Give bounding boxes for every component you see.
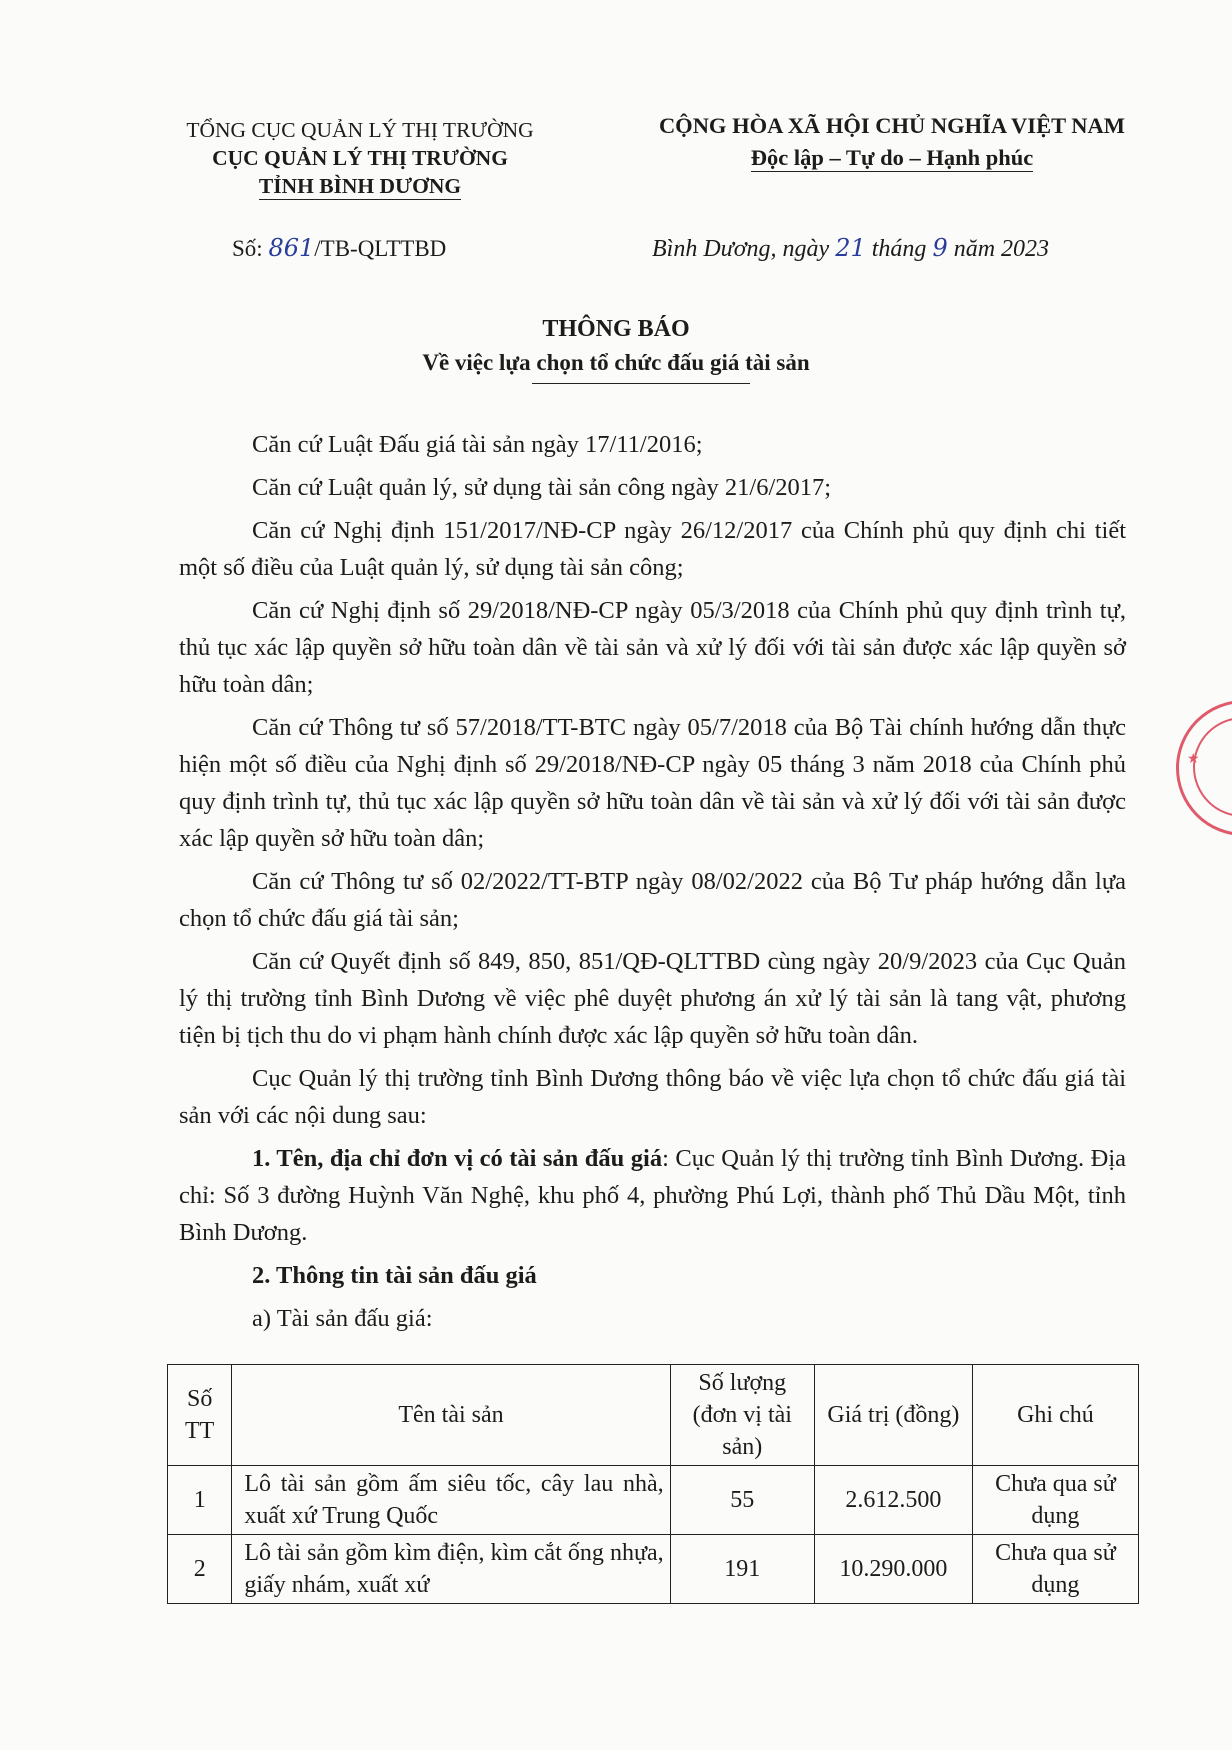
col-header-qty: Số lượng (đơn vị tài sản) <box>670 1365 814 1466</box>
legal-basis-paragraph: Căn cứ Luật quản lý, sử dụng tài sản công ngày 21/6/2017; <box>252 474 832 501</box>
section-1 <box>179 1140 1126 1251</box>
announcement-paragraph: Cục Quản lý thị trường tỉnh Bình Dương thông báo về việc lựa chọn tổ chức đấu giá tài sản với các nội dung sau: <box>179 1065 1126 1129</box>
assets-table <box>167 1364 1139 1604</box>
table-header-row <box>168 1365 1139 1466</box>
seal-star-icon: ★ <box>1187 752 1200 767</box>
motto: Độc lập – Tự do – Hạnh phúc <box>750 145 1034 170</box>
legal-basis-paragraph: Căn cứ Nghị định số 29/2018/NĐ-CP ngày 05/3/2018 của Chính phủ quy định trình tự, thủ tục xác lập quyền sở hữu toàn dân về tài sản và xử lý đối với tài sản được xác lập quyền sở hữu toàn dân; <box>179 597 1126 698</box>
col-header-value: Giá trị (đồng) <box>814 1365 972 1466</box>
official-seal-stamp <box>1176 700 1232 836</box>
section-1-heading: 1. Tên, địa chỉ đơn vị có tài sản đấu giá <box>252 1145 663 1172</box>
cell-name: Lô tài sản gồm kìm điện, kìm cắt ống nhựa, giấy nhám, xuất xứ <box>232 1535 670 1604</box>
document-number: Số: 861/TB-QLTTBD <box>232 234 447 262</box>
cell-name: Lô tài sản gồm ấm siêu tốc, cây lau nhà, xuất xứ Trung Quốc <box>232 1466 670 1535</box>
parent-agency-name: TỔNG CỤC QUẢN LÝ THỊ TRƯỜNG <box>186 118 534 142</box>
cell-stt: 2 <box>168 1535 232 1604</box>
document-body <box>179 426 1126 1343</box>
legal-basis-paragraph: Căn cứ Thông tư số 02/2022/TT-BTP ngày 08/02/2022 của Bộ Tư pháp hướng dẫn lựa chọn tổ chức đấu giá tài sản; <box>179 868 1126 932</box>
col-header-name: Tên tài sản <box>232 1365 670 1466</box>
issuing-agency-header <box>140 116 580 200</box>
cell-note: Chưa qua sử dụng <box>972 1466 1138 1535</box>
agency-province: TỈNH BÌNH DƯƠNG <box>258 174 462 198</box>
section-2a-label: a) Tài sản đấu giá: <box>252 1305 433 1332</box>
col-header-stt: Số TT <box>168 1365 232 1466</box>
legal-basis-paragraph: Căn cứ Thông tư số 57/2018/TT-BTC ngày 05/7/2018 của Bộ Tài chính hướng dẫn thực hiện một số điều của Nghị định số 29/2018/NĐ-CP ngày 05 tháng 3 năm 2018 của Chính phủ quy định trình tự, thủ tục xác lập quyền sở hữu toàn dân về tài sản và xử lý đối với tài sản được xác lập quyền sở hữu toàn dân; <box>179 714 1126 852</box>
section-1-text: : Cục Quản lý thị trường tỉnh Bình Dương. Địa chỉ: Số 3 đường Huỳnh Văn Nghệ, khu phố 4, phường Phú Lợi, thành phố Thủ Dầu Một, tỉnh Bình Dương. <box>179 1145 1126 1246</box>
cell-value: 2.612.500 <box>814 1466 972 1535</box>
cell-value: 10.290.000 <box>814 1535 972 1604</box>
section-2-heading: 2. Thông tin tài sản đấu giá <box>252 1262 537 1289</box>
cell-qty: 55 <box>670 1466 814 1535</box>
subtitle-underline <box>532 383 750 384</box>
cell-qty: 191 <box>670 1535 814 1604</box>
document-subtitle: Về việc lựa chọn tổ chức đấu giá tài sản <box>0 350 1232 376</box>
legal-basis-paragraph: Căn cứ Nghị định 151/2017/NĐ-CP ngày 26/12/2017 của Chính phủ quy định chi tiết một số điều của Luật quản lý, sử dụng tài sản công; <box>179 517 1126 581</box>
agency-name: CỤC QUẢN LÝ THỊ TRƯỜNG <box>212 146 508 170</box>
date-line: Bình Dương, ngày 21 tháng 9 năm 2023 <box>652 234 1050 262</box>
country-name: CỘNG HÒA XÃ HỘI CHỦ NGHĨA VIỆT NAM <box>658 113 1126 138</box>
table-row <box>168 1466 1139 1535</box>
national-motto-header <box>612 110 1172 174</box>
cell-stt: 1 <box>168 1466 232 1535</box>
col-header-note: Ghi chú <box>972 1365 1138 1466</box>
document-title: THÔNG BÁO <box>542 316 690 342</box>
handwritten-day: 21 <box>835 234 866 262</box>
table-row <box>168 1535 1139 1604</box>
cell-note: Chưa qua sử dụng <box>972 1535 1138 1604</box>
handwritten-number: 861 <box>268 234 315 262</box>
legal-basis-paragraph: Căn cứ Luật Đấu giá tài sản ngày 17/11/2016; <box>252 431 703 458</box>
handwritten-month: 9 <box>932 234 948 262</box>
legal-basis-paragraph: Căn cứ Quyết định số 849, 850, 851/QĐ-QLTTBD cùng ngày 20/9/2023 của Cục Quản lý thị trường tỉnh Bình Dương về việc phê duyệt phương án xử lý tài sản là tang vật, phương tiện bị tịch thu do vi phạm hành chính được xác lập quyền sở hữu toàn dân. <box>179 948 1126 1049</box>
